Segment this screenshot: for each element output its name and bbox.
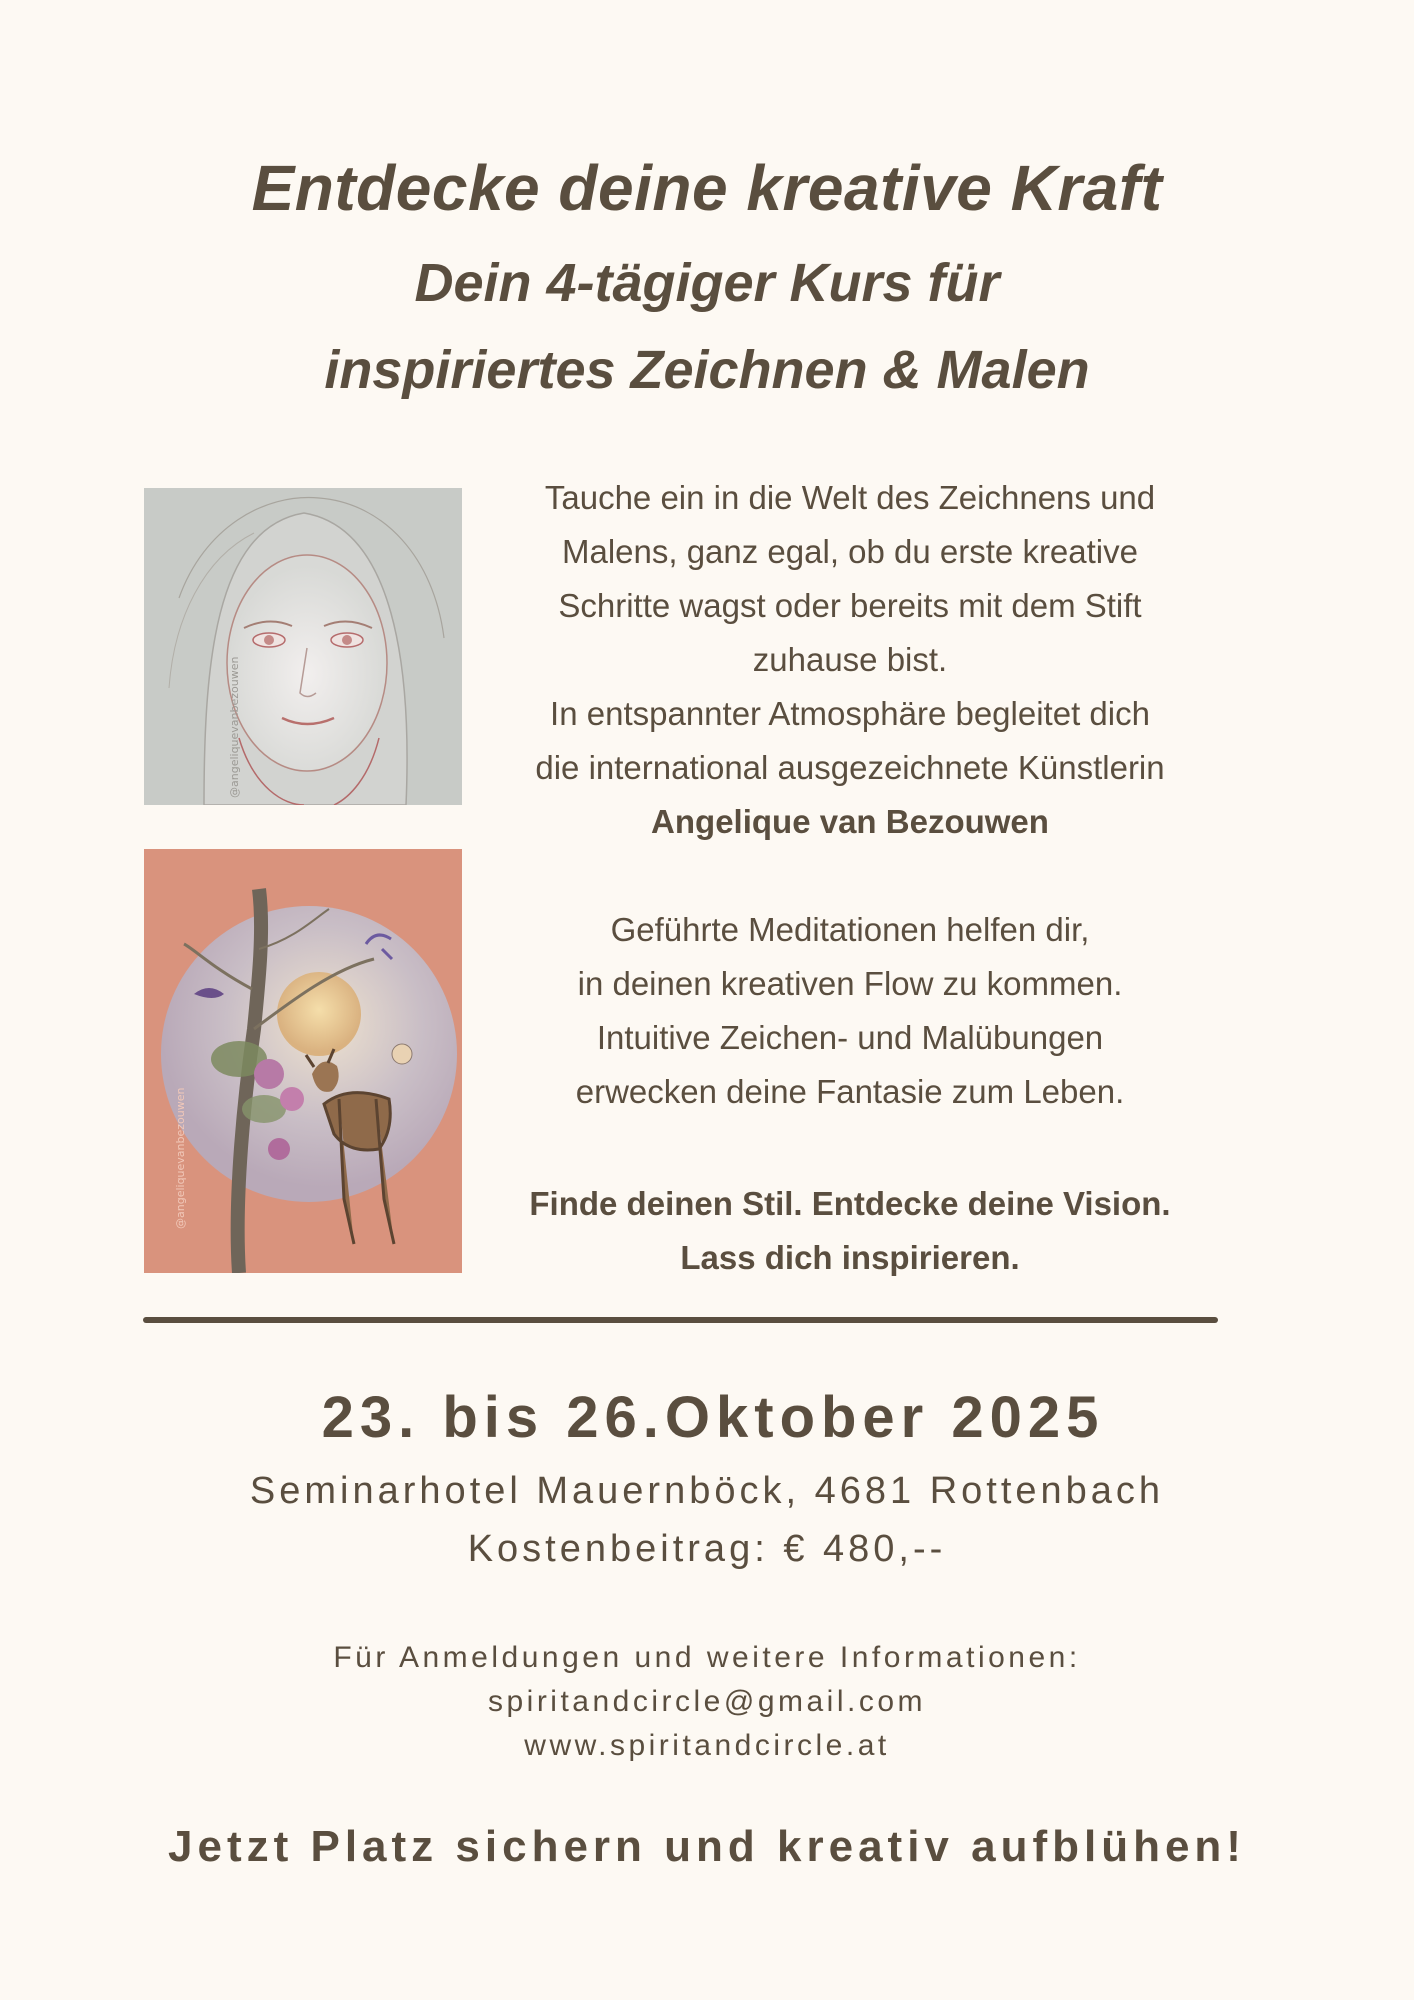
intro-line: zuhause bist. [752,641,948,678]
call-to-action: Jetzt Platz sichern und kreativ aufblühen! [168,1822,1246,1871]
event-cost: Kostenbeitrag: € 480,-- [467,1528,947,1570]
event-date: 23. bis 26.Oktober 2025 [321,1385,1105,1450]
contact-label: Für Anmeldungen und weitere Informationen: [333,1641,1081,1674]
meditation-line: erwecken deine Fantasie zum Leben. [575,1073,1125,1110]
motto-line1: Finde deinen Stil. Entdecke deine Vision. [529,1185,1171,1222]
portrait-sketch-image [144,488,462,805]
deer-watermark: @angeliquevanbezouwen [174,1087,187,1229]
meditation-line: Geführte Meditationen helfen dir, [610,911,1090,948]
contact-website[interactable]: www.spiritandcircle.at [524,1729,890,1762]
meditation-line: in deinen kreativen Flow zu kommen. [577,965,1123,1002]
contact-block [0,1636,1414,1768]
intro-line: Tauche ein in die Welt des Zeichnens und [544,479,1156,516]
deer-moon-painting-image [144,849,462,1273]
contact-email[interactable]: spiritandcircle@gmail.com [487,1685,927,1718]
course-subtitle-line2: inspiriertes Zeichnen & Malen [324,340,1090,400]
section-divider [143,1317,1218,1323]
intro-paragraph [470,471,1230,849]
event-venue: Seminarhotel Mauernböck, 4681 Rottenbach [249,1470,1165,1512]
meditation-line: Intuitive Zeichen- und Malübungen [596,1019,1104,1056]
meditation-paragraph [470,903,1230,1119]
page-title: Entdecke deine kreative Kraft [251,152,1163,224]
intro-line: In entspannter Atmosphäre begleitet dich [550,695,1150,732]
intro-line: die international ausgezeichnete Künstlerin [535,749,1165,786]
motto [470,1177,1230,1285]
intro-line: Schritte wagst oder bereits mit dem Stift [558,587,1142,624]
event-details [0,1462,1414,1578]
intro-line: Malens, ganz egal, ob du erste kreative [561,533,1138,570]
motto-line2: Lass dich inspirieren. [680,1239,1020,1276]
portrait-watermark: @angeliquevanbezouwen [228,656,241,798]
artist-name: Angelique van Bezouwen [651,803,1049,840]
course-subtitle-line1: Dein 4-tägiger Kurs für [414,253,1000,313]
